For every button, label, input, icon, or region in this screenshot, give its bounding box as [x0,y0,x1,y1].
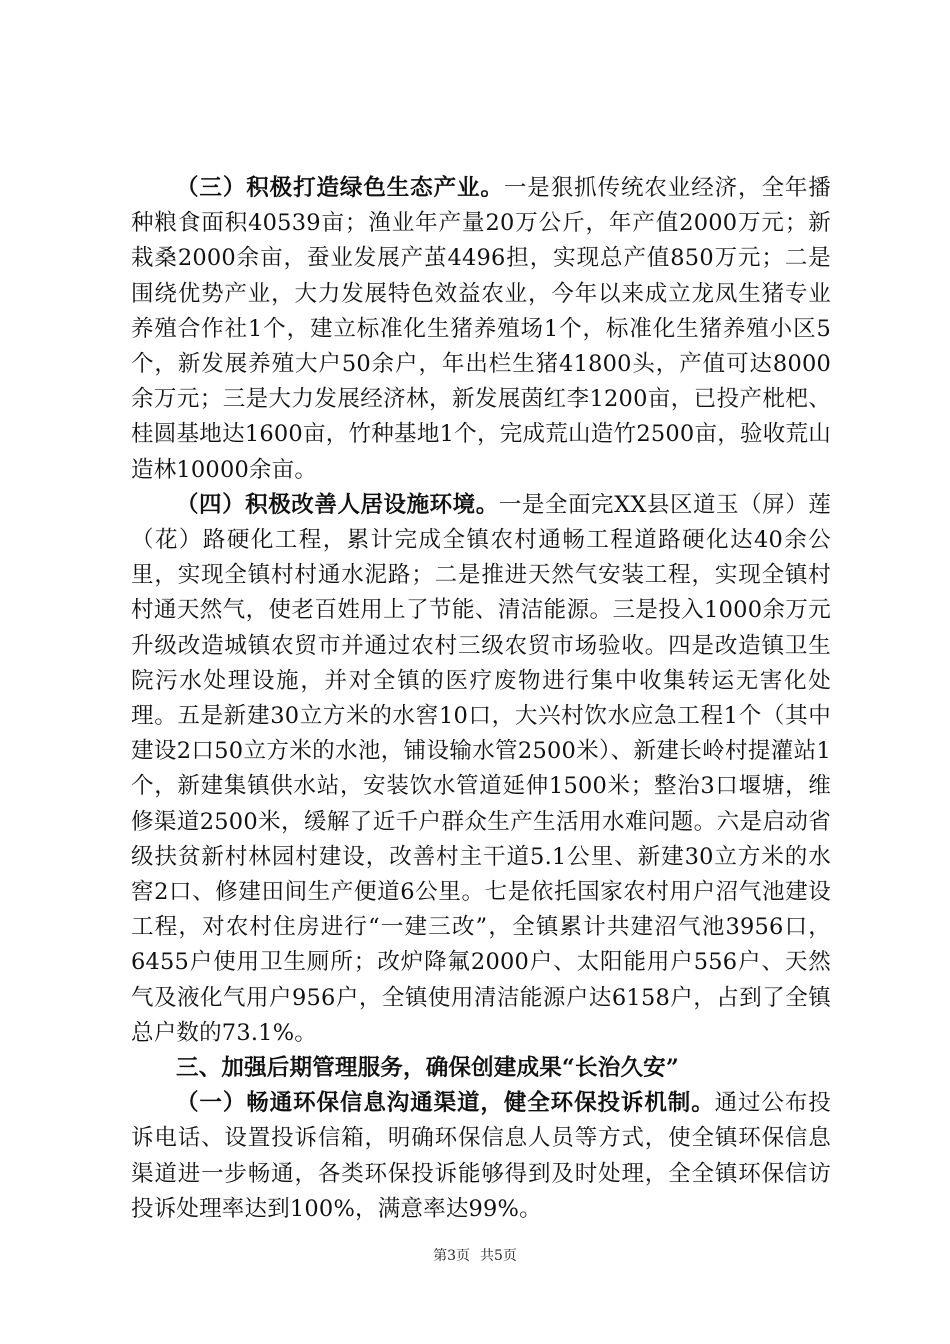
section-heading: 三、加强后期管理服务，确保创建成果“长治久安” [176,1055,679,1082]
paragraph-lead: （三）积极打造绿色生态产业。 [176,175,504,201]
page-number: 第3页 [433,1248,470,1264]
paragraph-lead: （一）畅通环保信息沟通渠道，健全环保投诉机制。 [176,1090,715,1117]
page-footer [0,1247,950,1265]
page-total: 共5页 [480,1248,517,1264]
paragraph-living-environment [131,488,831,1051]
paragraph-complaint-mechanism [131,1086,831,1227]
paragraph-text: 一是狠抓传统农业经济，全年播种粮食面积40539亩；渔业年产量20万公斤，年产值2000万元；新栽桑2000余亩，蚕业发展产茧4496担，实现总产值850万元；二是围绕优势产业，大力发展特色效益农业，今年以来成立龙凤生猪专业养殖合作社1个，建立标准化生猪养殖场1个，标准化生猪养殖小区5个，新发展养殖大户50余户，年出栏生猪41800头，产值可达8000余万元；三是大力发展经济林，新发展茵红李1200亩，已投产枇杷、桂圆基地达1600亩，竹种基地1个，完成荒山造竹2500亩，验收荒山造林10000余亩。 [131,175,831,483]
paragraph-text: 通过公布投诉电话、设置投诉信箱，明确环保信息人员等方式，使全镇环保信息渠道进一步畅通，各类环保投诉能够得到及时处理，全全镇环保信访投诉处理率达到100%，满意率达99%。 [131,1090,831,1222]
paragraph-green-industry [131,171,831,488]
paragraph-lead: （四）积极改善人居设施环境。 [176,491,499,518]
paragraph-text: 一是全面完XX县区道玉（屏）莲（花）路硬化工程，累计完成全镇农村通畅工程道路硬化达40余公里，实现全镇村村通水泥路；二是推进天然气安装工程，实现全镇村村通天然气，使老百姓用上了节能、清洁能源。三是投入1000余万元升级改造城镇农贸市并通过农村三级农贸市场验收。四是改造镇卫生院污水处理设施，并对全镇的医疗废物进行集中收集转运无害化处理。五是新建30立方米的水窖10口，大兴村饮水应急工程1个（其中建设2口50立方米的水池，铺设输水管2500米）、新建长岭村提灌站1个，新建集镇供水站，安装饮水管道延伸1500米；整治3口堰塘，维修渠道2500米，缓解了近千户群众生产生活用水难问题。六是启动省级扶贫新村林园村建设，改善村主干道5.1公里、新建30立方米的水窖2口、修建田间生产便道6公里。七是依托国家农村用户沼气池建设工程，对农村住房进行“一建三改”，全镇累计共建沼气池3956口，6455户使用卫生厕所；改炉降氟2000户、太阳能用户556户、天然气及液化气用户956户，全镇使用清洁能源户达6158户，占到了全镇总户数的73.1%。 [131,491,831,1046]
document-body [131,171,831,1227]
